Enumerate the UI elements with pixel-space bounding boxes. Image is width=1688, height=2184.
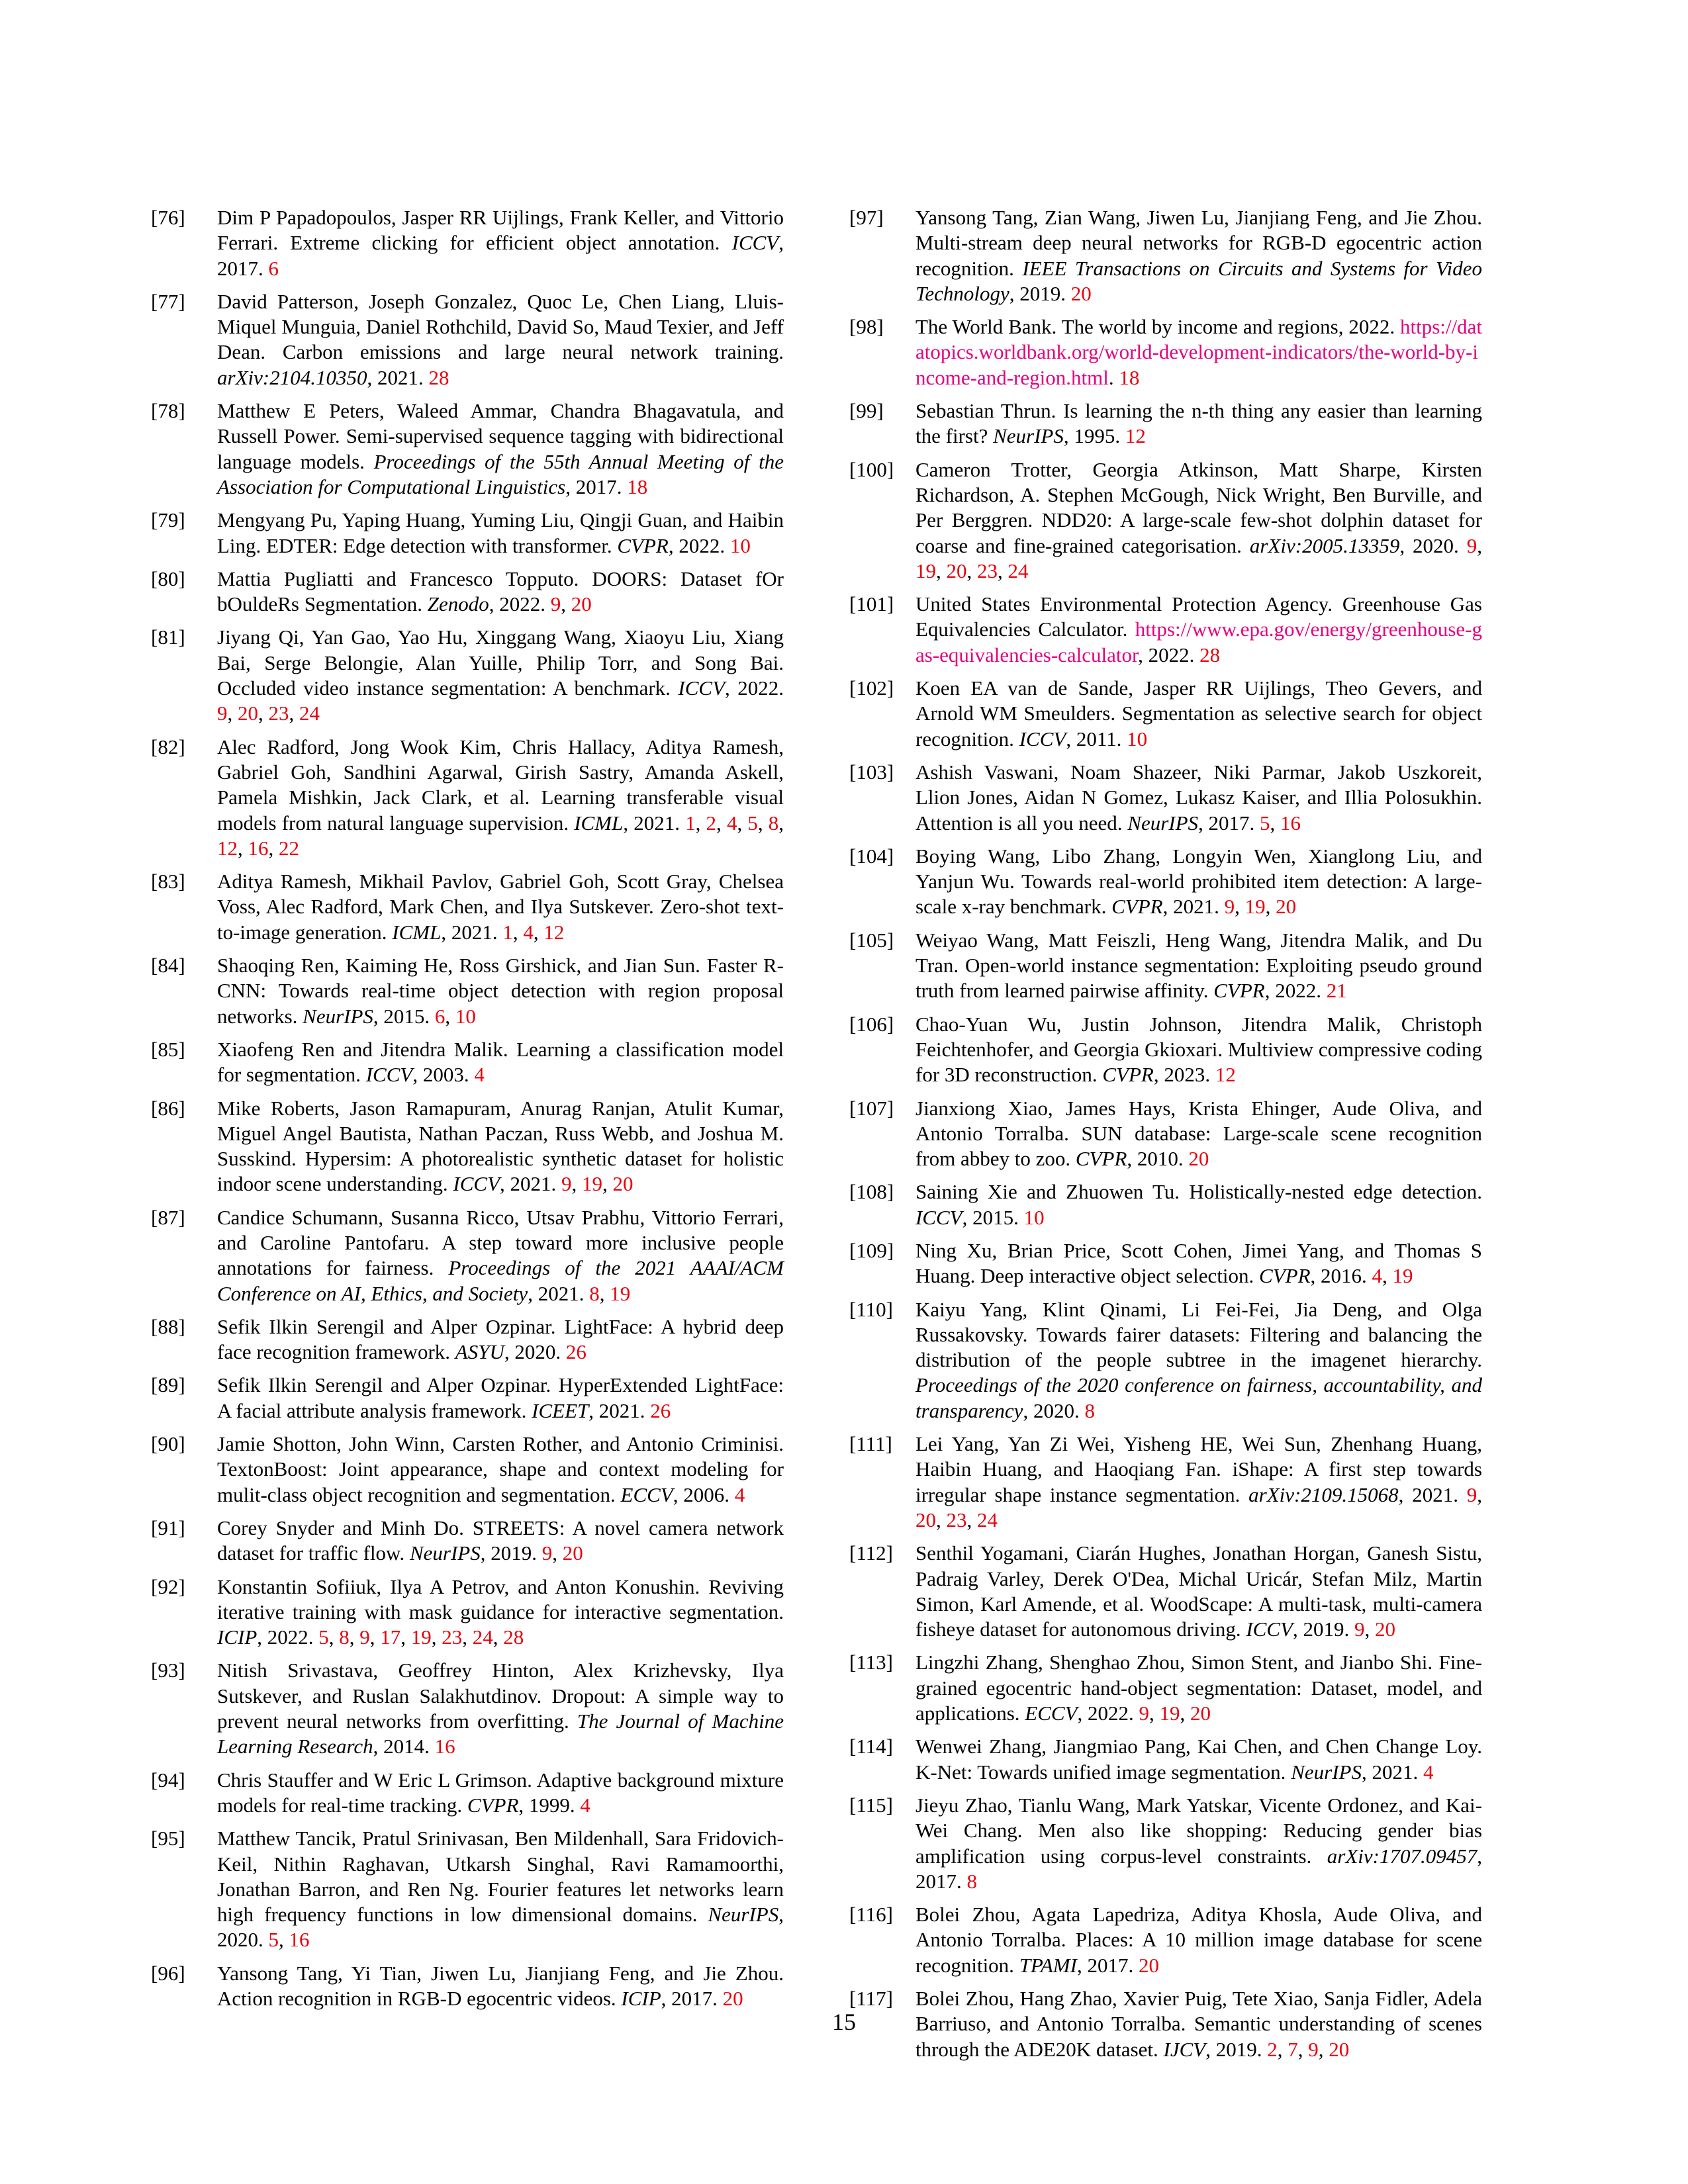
citation-page-link[interactable]: 28 xyxy=(1199,643,1221,666)
reference-year: , 2019. xyxy=(1009,281,1071,305)
reference-number: [103] xyxy=(849,760,894,784)
reference-year: . xyxy=(1108,365,1119,389)
citation-page-link[interactable]: 18 xyxy=(627,475,648,498)
citation-page-link[interactable]: 9 xyxy=(1466,533,1477,557)
reference-venue: NeurIPS xyxy=(708,1903,779,1927)
reference-entry xyxy=(849,398,1482,449)
reference-number: [95] xyxy=(151,1827,185,1850)
reference-venue: NeurIPS xyxy=(303,1004,373,1028)
reference-text: Mattia Pugliatti and Francesco Topputo. DOORS: Dataset fOr bOuldeRs Segmentation. xyxy=(217,567,784,616)
citation-page-link[interactable]: 9 xyxy=(561,1172,572,1196)
citation-page-link[interactable]: 4 xyxy=(474,1063,485,1087)
citation-page-link[interactable]: 8 xyxy=(589,1281,600,1305)
reference-venue: CVPR xyxy=(1075,1147,1127,1171)
citation-page-link[interactable]: 19 xyxy=(1244,895,1266,919)
reference-number: [105] xyxy=(849,928,894,952)
reference-entry xyxy=(849,314,1482,390)
citation-page-link[interactable]: 22 xyxy=(279,836,299,860)
reference-number: [114] xyxy=(849,1735,893,1758)
reference-url-link[interactable]: https://www.epa.gov/energy/greenhouse-gas-equivalencies-calculator xyxy=(915,617,1482,666)
citation-page-link[interactable]: 5 xyxy=(318,1625,329,1649)
citation-page-link[interactable]: 23 xyxy=(268,702,289,725)
reference-text: Kaiyu Yang, Klint Qinami, Li Fei-Fei, Jia Deng, and Olga Russakovsky. Towards fairer datasets: Filtering and balancing the distribution of the people subtree in the imagenet hierarchy. xyxy=(915,1297,1482,1372)
reference-text: Jiyang Qi, Yan Gao, Yao Hu, Xinggang Wang, Xiaoyu Liu, Xiang Bai, Serge Belongie, Alan Yuille, Philip Torr, and Song Bai. Occluded video instance segmentation: A benchmark. xyxy=(217,625,784,700)
citation-page-link[interactable]: 24 xyxy=(977,1508,998,1531)
citation-page-link[interactable]: 19 xyxy=(610,1281,631,1305)
reference-text: Weiyao Wang, Matt Feiszli, Heng Wang, Jitendra Malik, and Du Tran. Open-world instance segmentation: Exploiting pseudo ground truth from learned pairwise affinity. xyxy=(915,928,1482,1003)
reference-text: Jamie Shotton, John Winn, Carsten Rother, and Antonio Criminisi. TextonBoost: Joint appearance, shape and context modeling for mulit-class object recognition and segmentation. xyxy=(217,1432,784,1506)
citation-page-link[interactable]: 9 xyxy=(217,702,228,725)
citation-page-link[interactable]: 12 xyxy=(1215,1063,1236,1087)
citation-page-link[interactable]: 2 xyxy=(1267,2037,1278,2061)
reference-number: [91] xyxy=(151,1516,185,1539)
reference-year: , 2010. xyxy=(1127,1147,1189,1171)
citation-page-link[interactable]: 10 xyxy=(1127,727,1148,751)
references-right-column xyxy=(849,205,1482,2070)
citation-page-link[interactable]: 20 xyxy=(238,702,258,725)
citation-page-link[interactable]: 1 xyxy=(685,811,696,835)
reference-number: [117] xyxy=(849,1987,893,2010)
citation-page-link[interactable]: 28 xyxy=(428,365,449,389)
reference-number: [115] xyxy=(849,1793,893,1817)
reference-entry: [84] Shaoqing Ren, Kaiming He, Ross Girshick, and Jian Sun. Faster R-CNN: Towards real-time object detection with region proposal networks. NeurIPS, 2015. 6, 10 xyxy=(151,954,784,1028)
reference-venue: ASYU xyxy=(455,1340,504,1364)
reference-number: [83] xyxy=(151,870,185,893)
citation-page-link[interactable]: 10 xyxy=(1023,1205,1045,1229)
citation-page-link[interactable]: 6 xyxy=(268,256,279,280)
reference-text: Wenwei Zhang, Jiangmiao Pang, Kai Chen, and Chen Change Loy. K-Net: Towards unified image segmentation. xyxy=(915,1735,1482,1784)
citation-page-link[interactable]: 5 xyxy=(747,811,758,835)
reference-year: , 2019. xyxy=(1205,2037,1268,2061)
reference-venue: TPAMI xyxy=(1019,1953,1077,1977)
reference-year: , 2021. xyxy=(528,1281,590,1305)
reference-venue: NeurIPS xyxy=(409,1541,481,1565)
reference-year: , 2020. xyxy=(217,1903,784,1952)
reference-text: Cameron Trotter, Georgia Atkinson, Matt Sharpe, Kirsten Richardson, A. Stephen McGough, Nick Wright, Ben Burville, and Per Berggren. NDD20: A large-scale few-shot dolphin dataset for coarse and fine-grained categorisation. xyxy=(915,457,1482,557)
reference-venue: CVPR xyxy=(1102,1063,1154,1087)
reference-venue: ECCV xyxy=(620,1482,673,1506)
citation-page-link[interactable]: 2 xyxy=(706,811,717,835)
citation-page-link[interactable]: 19 xyxy=(410,1625,432,1649)
reference-number: [101] xyxy=(849,592,894,616)
citation-page-link[interactable]: 19 xyxy=(1159,1702,1180,1725)
reference-year: , 2017. xyxy=(915,1844,1482,1893)
reference-number: [106] xyxy=(849,1012,894,1036)
citation-page-link[interactable]: 4 xyxy=(1372,1264,1383,1288)
reference-entry: [112] Senthil Yogamani, Ciarán Hughes, Jonathan Horgan, Ganesh Sistu, Padraig Varley, Derek O'Dea, Michal Uricár, Stefan Milz, Martin Simon, Karl Amende, et al. WoodScape: A multi-task, multi-camera fisheye dataset for autonomous driving. ICCV, 2019. 9, 20 xyxy=(849,1541,1482,1641)
reference-year: , 1995. xyxy=(1063,424,1125,448)
citation-page-link[interactable]: 28 xyxy=(503,1625,524,1649)
reference-year: , 2022. xyxy=(1077,1702,1139,1725)
reference-year: , 2017. xyxy=(1198,811,1260,835)
reference-entry: [86] Mike Roberts, Jason Ramapuram, Anurag Ranjan, Atulit Kumar, Miguel Angel Bautista, Nathan Paczan, Russ Webb, and Joshua M. Susskind. Hypersim: A photorealistic synthetic dataset for holistic indoor scene understanding. ICCV, 2021. 9, 19, 20 xyxy=(151,1096,784,1196)
reference-text: Ning Xu, Brian Price, Scott Cohen, Jimei Yang, and Thomas S Huang. Deep interactive object selection. xyxy=(915,1238,1482,1288)
citation-page-link[interactable]: 20 xyxy=(1329,2037,1350,2061)
reference-number: [99] xyxy=(849,399,884,423)
reference-year: , 2022. xyxy=(489,592,551,616)
reference-number: [104] xyxy=(849,844,894,868)
reference-number: [102] xyxy=(849,676,894,700)
reference-venue: NeurIPS xyxy=(1127,811,1199,835)
reference-number: [111] xyxy=(849,1432,892,1456)
reference-venue: ICCV xyxy=(915,1205,962,1229)
reference-venue: The Journal of Machine Learning Research xyxy=(217,1709,784,1758)
reference-number: [98] xyxy=(849,315,884,339)
reference-venue: ICEET xyxy=(532,1398,589,1422)
reference-entry xyxy=(849,1734,1482,1785)
reference-text: Sebastian Thrun. Is learning the n-th thing any easier than learning the first? xyxy=(915,399,1482,448)
citation-page-link[interactable]: 9 xyxy=(1308,2037,1319,2061)
reference-number: [109] xyxy=(849,1238,894,1262)
reference-year: , 2017. xyxy=(661,1987,723,2010)
reference-entry: [81] Jiyang Qi, Yan Gao, Yao Hu, Xinggang Wang, Xiaoyu Liu, Xiang Bai, Serge Belongie, Alan Yuille, Philip Torr, and Song Bai. Occluded video instance segmentation: A benchmark. ICCV, 2022. 9, 20, 23, 24 xyxy=(151,625,784,725)
citation-page-link[interactable]: 23 xyxy=(946,1508,967,1531)
reference-number: [86] xyxy=(151,1096,185,1120)
reference-number: [82] xyxy=(151,735,185,758)
citation-page-link[interactable]: 24 xyxy=(299,702,320,725)
citation-page-link[interactable]: 8 xyxy=(339,1625,350,1649)
citation-page-link[interactable]: 9 xyxy=(550,592,561,616)
reference-year: , 2022. xyxy=(725,676,784,700)
citation-page-link[interactable]: 21 xyxy=(1326,979,1347,1003)
reference-venue: ICCV xyxy=(453,1172,500,1196)
reference-year: , 2017. xyxy=(1076,1953,1139,1977)
reference-text: Chao-Yuan Wu, Justin Johnson, Jitendra Malik, Christoph Feichtenhofer, and Georgia Gkioxari. Multiview compressive coding for 3D reconstruction. xyxy=(915,1012,1482,1087)
reference-entry xyxy=(849,1179,1482,1230)
reference-venue: CVPR xyxy=(467,1793,519,1817)
reference-year: , 2019. xyxy=(1292,1617,1354,1641)
citation-page-link[interactable]: 10 xyxy=(729,533,751,557)
reference-text: Jieyu Zhao, Tianlu Wang, Mark Yatskar, Vicente Ordonez, and Kai-Wei Chang. Men also like shopping: Reducing gender bias amplification using corpus-level constraints. xyxy=(915,1793,1482,1868)
reference-entry: [91] Corey Snyder and Minh Do. STREETS: A novel camera network dataset for traffic flow. NeurIPS, 2019. 9, 20 xyxy=(151,1516,784,1565)
citation-page-link[interactable]: 12 xyxy=(217,836,238,860)
reference-number: [94] xyxy=(151,1768,185,1792)
reference-venue: arXiv:2109.15068 xyxy=(1248,1482,1399,1506)
citation-page-link[interactable]: 20 xyxy=(612,1172,633,1196)
citation-page-link[interactable]: 20 xyxy=(1138,1953,1159,1977)
reference-entry xyxy=(151,1314,784,1365)
reference-text: Aditya Ramesh, Mikhail Pavlov, Gabriel Goh, Scott Gray, Chelsea Voss, Alec Radford, Mark Chen, and Ilya Sutskever. Zero-shot text-to-image generation. xyxy=(217,870,784,944)
reference-number: [77] xyxy=(151,289,185,313)
reference-venue: arXiv:2005.13359 xyxy=(1249,533,1400,557)
reference-year: , 2017. xyxy=(565,475,628,498)
reference-number: [113] xyxy=(849,1651,893,1674)
citation-page-link[interactable]: 5 xyxy=(1260,811,1270,835)
reference-number: [80] xyxy=(151,567,185,590)
reference-text: Corey Snyder and Minh Do. STREETS: A novel camera network dataset for traffic flow. xyxy=(217,1516,784,1565)
reference-number: [93] xyxy=(151,1659,185,1682)
citation-page-link[interactable]: 20 xyxy=(1188,1147,1209,1171)
reference-number: [97] xyxy=(849,206,884,229)
reference-entry: [111] Lei Yang, Yan Zi Wei, Yisheng HE, Wei Sun, Zhenhang Huang, Haibin Huang, and Haoqiang Fan. iShape: A first step towards irregular shape instance segmentation. arXiv:2109.15068, 2021. 9, 20, 23, 24 xyxy=(849,1432,1482,1531)
citation-page-link[interactable]: 18 xyxy=(1119,365,1140,389)
reference-text: United States Environmental Protection Agency. Greenhouse Gas Equivalencies Calculator. xyxy=(915,592,1482,641)
reference-year: , 2016. xyxy=(1310,1264,1372,1288)
reference-text: Xiaofeng Ren and Jitendra Malik. Learning a classification model for segmentation. xyxy=(217,1037,784,1087)
reference-year: , 2006. xyxy=(673,1482,735,1506)
reference-year: , 2014. xyxy=(373,1735,435,1758)
reference-entry xyxy=(849,1096,1482,1172)
reference-venue: IEEE Transactions on Circuits and Systems for Video Technology xyxy=(915,256,1482,305)
reference-entry xyxy=(151,1037,784,1088)
citation-page-link[interactable]: 9 xyxy=(1354,1617,1365,1641)
reference-entry xyxy=(849,205,1482,306)
reference-text: Candice Schumann, Susanna Ricco, Utsav Prabhu, Vittorio Ferrari, and Caroline Pantofaru. A step toward more inclusive people annotations for fairness. xyxy=(217,1205,784,1280)
reference-text: Sefik Ilkin Serengil and Alper Ozpinar. HyperExtended LightFace: A facial attribute analysis framework. xyxy=(217,1373,784,1422)
citation-page-link[interactable]: 9 xyxy=(1224,895,1235,919)
reference-url-link[interactable]: https://datatopics.worldbank.org/world-development-indicators/the-world-by-income-and-region.html xyxy=(915,315,1482,389)
citation-page-link[interactable]: 4 xyxy=(523,920,534,944)
reference-number: [107] xyxy=(849,1096,894,1120)
reference-entry xyxy=(151,1432,784,1508)
reference-entry xyxy=(151,508,784,559)
reference-text: Yansong Tang, Yi Tian, Jiwen Lu, Jianjiang Feng, and Jie Zhou. Action recognition in RGB-D egocentric videos. xyxy=(217,1961,784,2010)
reference-year: , 2017. xyxy=(217,231,784,280)
citation-page-link[interactable]: 8 xyxy=(966,1869,977,1893)
reference-entry xyxy=(151,1373,784,1424)
reference-entry xyxy=(849,592,1482,668)
reference-venue: CVPR xyxy=(1259,1264,1311,1288)
citation-page-link[interactable]: 12 xyxy=(1125,424,1146,448)
reference-text: Senthil Yogamani, Ciarán Hughes, Jonathan Horgan, Ganesh Sistu, Padraig Varley, Derek O'Dea, Michal Uricár, Stefan Milz, Martin Simon, Karl Amende, et al. WoodScape: A multi-task, multi-camera fisheye dataset for autonomous driving. xyxy=(915,1541,1482,1641)
citation-page-link[interactable]: 23 xyxy=(977,559,998,582)
citation-page-link[interactable]: 8 xyxy=(768,811,779,835)
citation-page-link[interactable]: 10 xyxy=(455,1004,476,1028)
reference-year: , 2021. xyxy=(1398,1482,1467,1506)
reference-year: , 2019. xyxy=(480,1541,542,1565)
citation-page-link[interactable]: 4 xyxy=(1423,1760,1434,1784)
reference-year: , 2011. xyxy=(1066,727,1127,751)
reference-entry xyxy=(849,928,1482,1004)
reference-venue: ICCV xyxy=(678,676,726,700)
reference-year: , 2021. xyxy=(1162,895,1225,919)
reference-number: [78] xyxy=(151,399,185,423)
reference-venue: NeurIPS xyxy=(1291,1760,1362,1784)
citation-page-link[interactable]: 20 xyxy=(1374,1617,1395,1641)
reference-number: [108] xyxy=(849,1180,894,1204)
reference-number: [84] xyxy=(151,954,185,978)
reference-venue: ICCV xyxy=(1019,727,1066,751)
reference-text: Nitish Srivastava, Geoffrey Hinton, Alex Krizhevsky, Ilya Sutskever, and Ruslan Salakhutdinov. Dropout: A simple way to prevent neural networks from overfitting. xyxy=(217,1659,784,1733)
reference-year: , 2015. xyxy=(373,1004,435,1028)
reference-entry xyxy=(151,1961,784,2012)
reference-number: [96] xyxy=(151,1961,185,1985)
reference-year: , 2015. xyxy=(962,1205,1024,1229)
citation-page-link[interactable]: 1 xyxy=(502,920,513,944)
reference-text: Alec Radford, Jong Wook Kim, Chris Hallacy, Aditya Ramesh, Gabriel Goh, Sandhini Agarwal, Girish Sastry, Amanda Askell, Pamela Mishkin, Jack Clark, et al. Learning transferable visual models from natural language supervision. xyxy=(217,735,784,835)
citation-page-link[interactable]: 16 xyxy=(434,1735,455,1758)
reference-year: , 2003. xyxy=(412,1063,475,1087)
reference-entry: [87] Candice Schumann, Susanna Ricco, Utsav Prabhu, Vittorio Ferrari, and Caroline Pantofaru. A step toward more inclusive people annotations for fairness. Proceedings of the 2021 AAAI/ACM Conference on AI, Ethics, and Society, 2021. 8, 19 xyxy=(151,1205,784,1305)
reference-entry: [92] Konstantin Sofiiuk, Ilya A Petrov, and Anton Konushin. Reviving iterative training with mask guidance for interactive segmentation. ICIP, 2022. 5, 8, 9, 17, 19, 23, 24, 28 xyxy=(151,1574,784,1649)
reference-year: , 1999. xyxy=(518,1793,581,1817)
reference-year: , 2020. xyxy=(504,1340,566,1364)
reference-entry: [82] Alec Radford, Jong Wook Kim, Chris Hallacy, Aditya Ramesh, Gabriel Goh, Sandhini Agarwal, Girish Sastry, Amanda Askell, Pamela Mishkin, Jack Clark, et al. Learning transferable visual models from natural language supervision. ICML, 2021. 1, 2, 4, 5, 8, 12, 16, 22 xyxy=(151,735,784,860)
reference-text: Mengyang Pu, Yaping Huang, Yuming Liu, Qingji Guan, and Haibin Ling. EDTER: Edge detection with transformer. xyxy=(217,508,784,557)
citation-page-link[interactable]: 4 xyxy=(580,1793,590,1817)
citation-page-link[interactable]: 19 xyxy=(582,1172,603,1196)
reference-number: [89] xyxy=(151,1373,185,1397)
citation-page-link[interactable]: 24 xyxy=(472,1625,493,1649)
reference-text: Mike Roberts, Jason Ramapuram, Anurag Ranjan, Atulit Kumar, Miguel Angel Bautista, Nathan Paczan, Russ Webb, and Joshua M. Susskind. Hypersim: A photorealistic synthetic dataset for holistic indoor scene understanding. xyxy=(217,1096,784,1196)
reference-year: , 2022. xyxy=(257,1625,319,1649)
reference-entry: [95] Matthew Tancik, Pratul Srinivasan, Ben Mildenhall, Sara Fridovich-Keil, Nithin Raghavan, Utkarsh Singhal, Ravi Ramamoorthi, Jonathan Barron, and Ren Ng. Fourier features let networks learn high frequency functions in low dimensional domains. NeurIPS, 2020. 5, 16 xyxy=(151,1827,784,1952)
reference-text: David Patterson, Joseph Gonzalez, Quoc Le, Chen Liang, Lluis-Miquel Munguia, Daniel Rothchild, David So, Maud Texier, and Jeff Dean. Carbon emissions and large neural network training. xyxy=(217,289,784,364)
citation-page-link[interactable]: 20 xyxy=(571,592,592,616)
reference-entry xyxy=(849,1012,1482,1088)
citation-page-link[interactable]: 16 xyxy=(289,1928,310,1952)
reference-text: The World Bank. The world by income and regions, 2022. xyxy=(915,315,1400,339)
reference-number: [85] xyxy=(151,1037,185,1061)
reference-entry: [103] Ashish Vaswani, Noam Shazeer, Niki Parmar, Jakob Uszkoreit, Llion Jones, Aidan N Gomez, Lukasz Kaiser, and Illia Polosukhin. Attention is all you need. NeurIPS, 2017. 5, 16 xyxy=(849,760,1482,835)
citation-page-link[interactable]: 20 xyxy=(722,1987,743,2010)
reference-text: Chris Stauffer and W Eric L Grimson. Adaptive background mixture models for real-time tracking. xyxy=(217,1768,784,1817)
reference-venue: CVPR xyxy=(1213,979,1265,1003)
reference-number: [88] xyxy=(151,1314,185,1338)
citation-page-link[interactable]: 16 xyxy=(1280,811,1301,835)
reference-number: [90] xyxy=(151,1432,185,1456)
page-number: 15 xyxy=(832,2009,856,2035)
citation-page-link[interactable]: 19 xyxy=(1392,1264,1413,1288)
reference-venue: ICCV xyxy=(1246,1617,1293,1641)
reference-venue: Proceedings of the 2020 conference on fairness, accountability, and transparency xyxy=(915,1373,1482,1422)
citation-page-link[interactable]: 20 xyxy=(946,559,967,582)
citation-page-link[interactable]: 12 xyxy=(543,920,565,944)
reference-text: Boying Wang, Libo Zhang, Longyin Wen, Xianglong Liu, and Yanjun Wu. Towards real-world prohibited item detection: A large-scale x-ray benchmark. xyxy=(915,844,1482,919)
reference-number: [100] xyxy=(849,457,894,481)
citation-page-link[interactable]: 20 xyxy=(1190,1702,1211,1725)
reference-text: Yansong Tang, Zian Wang, Jiwen Lu, Jianjiang Feng, and Jie Zhou. Multi-stream deep neural networks for RGB-D egocentric action recognition. xyxy=(915,206,1482,280)
citation-page-link[interactable]: 19 xyxy=(915,559,936,582)
reference-venue: Proceedings of the 2021 AAAI/ACM Conference on AI, Ethics, and Society xyxy=(217,1256,784,1305)
citation-page-link[interactable]: 17 xyxy=(380,1625,401,1649)
reference-year: , 2021. xyxy=(441,920,503,944)
reference-entry xyxy=(151,398,784,500)
reference-venue: ICML xyxy=(574,811,624,835)
citation-page-link[interactable]: 8 xyxy=(1084,1398,1095,1422)
reference-venue: CVPR xyxy=(617,533,669,557)
reference-text: Lei Yang, Yan Zi Wei, Yisheng HE, Wei Sun, Zhenhang Huang, Haibin Huang, and Haoqiang Fan. iShape: A first step towards irregular shape instance segmentation. xyxy=(915,1432,1482,1506)
reference-entry: [113] Lingzhi Zhang, Shenghao Zhou, Simon Stent, and Jianbo Shi. Fine-grained egocentric hand-object segmentation: Dataset, model, and applications. ECCV, 2022. 9, 19, 20 xyxy=(849,1651,1482,1725)
citation-page-link[interactable]: 4 xyxy=(734,1482,745,1506)
reference-text: Matthew E Peters, Waleed Ammar, Chandra Bhagavatula, and Russell Power. Semi-supervised sequence tagging with bidirectional language models. xyxy=(217,399,784,473)
reference-text: Bolei Zhou, Hang Zhao, Xavier Puig, Tete Xiao, Sanja Fidler, Adela Barriuso, and Antonio Torralba. Semantic understanding of scenes through the ADE20K dataset. xyxy=(915,1987,1482,2061)
reference-entry xyxy=(849,1297,1482,1424)
reference-year: , 2021. xyxy=(1361,1760,1423,1784)
reference-year: , 2021. xyxy=(367,365,429,389)
reference-year: , 2020. xyxy=(1399,533,1467,557)
citation-page-link[interactable]: 20 xyxy=(915,1508,936,1531)
reference-entry: [83] Aditya Ramesh, Mikhail Pavlov, Gabriel Goh, Scott Gray, Chelsea Voss, Alec Radford, Mark Chen, and Ilya Sutskever. Zero-shot text-to-image generation. ICML, 2021. 1, 4, 12 xyxy=(151,870,784,944)
reference-year: , 2022. xyxy=(668,533,730,557)
reference-venue: ICML xyxy=(392,920,442,944)
reference-text: Sefik Ilkin Serengil and Alper Ozpinar. LightFace: A hybrid deep face recognition framework. xyxy=(217,1314,784,1364)
reference-year: , 2021. xyxy=(623,811,686,835)
citation-page-link[interactable]: 9 xyxy=(541,1541,553,1565)
reference-year: , 2022. xyxy=(1264,979,1327,1003)
reference-text: Dim P Papadopoulos, Jasper RR Uijlings, Frank Keller, and Vittorio Ferrari. Extreme clicking for efficient object annotation. xyxy=(217,206,784,255)
citation-page-link[interactable]: 20 xyxy=(1070,281,1092,305)
citation-page-link[interactable]: 16 xyxy=(248,836,269,860)
reference-text: Koen EA van de Sande, Jasper RR Uijlings, Theo Gevers, and Arnold WM Smeulders. Segmentation as selective search for object recognition. xyxy=(915,676,1482,751)
reference-number: [87] xyxy=(151,1205,185,1229)
reference-year: , 2023. xyxy=(1153,1063,1215,1087)
reference-entry: [80] Mattia Pugliatti and Francesco Topputo. DOORS: Dataset fOr bOuldeRs Segmentation. Zenodo, 2022. 9, 20 xyxy=(151,567,784,616)
reference-venue: CVPR xyxy=(1111,895,1163,919)
reference-number: [116] xyxy=(849,1903,893,1927)
reference-entry xyxy=(151,205,784,281)
reference-venue: ICIP xyxy=(217,1625,258,1649)
reference-number: [76] xyxy=(151,206,185,229)
reference-entry: [109] Ning Xu, Brian Price, Scott Cohen, Jimei Yang, and Thomas S Huang. Deep interactive object selection. CVPR, 2016. 4, 19 xyxy=(849,1238,1482,1288)
reference-entry: [104] Boying Wang, Libo Zhang, Longyin Wen, Xianglong Liu, and Yanjun Wu. Towards real-world prohibited item detection: A large-scale x-ray benchmark. CVPR, 2021. 9, 19, 20 xyxy=(849,844,1482,919)
reference-text: Bolei Zhou, Agata Lapedriza, Aditya Khosla, Aude Oliva, and Antonio Torralba. Places: A 10 million image database for scene recognition. xyxy=(915,1903,1482,1977)
reference-number: [92] xyxy=(151,1574,185,1598)
reference-number: [79] xyxy=(151,508,185,532)
reference-text: Konstantin Sofiiuk, Ilya A Petrov, and Anton Konushin. Reviving iterative training with mask guidance for interactive segmentation. xyxy=(217,1574,784,1623)
reference-venue: Zenodo xyxy=(427,592,489,616)
reference-text: Lingzhi Zhang, Shenghao Zhou, Simon Stent, and Jianbo Shi. Fine-grained egocentric hand-object segmentation: Dataset, model, and applications. xyxy=(915,1651,1482,1725)
reference-year: , 2021. xyxy=(500,1172,562,1196)
reference-entry: [100] Cameron Trotter, Georgia Atkinson, Matt Sharpe, Kirsten Richardson, A. Stephen McGough, Nick Wright, Ben Burville, and Per Berggren. NDD20: A large-scale few-shot dolphin dataset for coarse and fine-grained categorisation. arXiv:2005.13359, 2020. 9, 19, 20, 23, 24 xyxy=(849,457,1482,582)
citation-page-link[interactable]: 23 xyxy=(442,1625,463,1649)
citation-page-link[interactable]: 4 xyxy=(726,811,737,835)
citation-page-link[interactable]: 24 xyxy=(1008,559,1029,582)
reference-text: Matthew Tancik, Pratul Srinivasan, Ben Mildenhall, Sara Fridovich-Keil, Nithin Raghavan, Utkarsh Singhal, Ravi Ramamoorthi, Jonathan Barron, and Ren Ng. Fourier features let networks learn high frequency functions in low dimensional domains. xyxy=(217,1827,784,1927)
reference-venue: ICCV xyxy=(365,1063,413,1087)
reference-number: [81] xyxy=(151,625,185,649)
reference-entry xyxy=(849,1902,1482,1978)
citation-page-link[interactable]: 5 xyxy=(268,1928,279,1952)
reference-year: , 2020. xyxy=(1023,1398,1085,1422)
reference-entry xyxy=(151,1768,784,1819)
reference-text: Ashish Vaswani, Noam Shazeer, Niki Parmar, Jakob Uszkoreit, Llion Jones, Aidan N Gomez, Lukasz Kaiser, and Illia Polosukhin. Attention is all you need. xyxy=(915,760,1482,835)
citation-page-link[interactable]: 9 xyxy=(359,1625,370,1649)
citation-page-link[interactable]: 20 xyxy=(562,1541,583,1565)
reference-text: Jianxiong Xiao, James Hays, Krista Ehinger, Aude Oliva, and Antonio Torralba. SUN database: Large-scale scene recognition from abbey to zoo. xyxy=(915,1096,1482,1171)
reference-number: [110] xyxy=(849,1297,893,1321)
citation-page-link[interactable]: 7 xyxy=(1288,2037,1298,2061)
reference-year: , 2021. xyxy=(588,1398,651,1422)
citation-page-link[interactable]: 6 xyxy=(434,1004,445,1028)
references-left-column xyxy=(151,205,784,2019)
reference-number: [112] xyxy=(849,1541,893,1565)
reference-venue: arXiv:2104.10350 xyxy=(217,365,367,389)
reference-venue: Proceedings of the 55th Annual Meeting of the Association for Computational Linguistics xyxy=(217,449,784,498)
reference-year: , 2022. xyxy=(1138,643,1200,666)
reference-entry xyxy=(151,289,784,390)
citation-page-link[interactable]: 9 xyxy=(1466,1482,1477,1506)
reference-venue: ECCV xyxy=(1025,1702,1078,1725)
citation-page-link[interactable]: 26 xyxy=(650,1398,671,1422)
reference-venue: ICIP xyxy=(621,1987,661,2010)
reference-text: Shaoqing Ren, Kaiming He, Ross Girshick, and Jian Sun. Faster R-CNN: Towards real-time object detection with region proposal networks. xyxy=(217,954,784,1028)
citation-page-link[interactable]: 26 xyxy=(565,1340,586,1364)
reference-entry xyxy=(849,676,1482,752)
citation-page-link[interactable]: 9 xyxy=(1139,1702,1150,1725)
reference-venue: IJCV xyxy=(1163,2037,1206,2061)
reference-text: Saining Xie and Zhuowen Tu. Holistically-nested edge detection. xyxy=(915,1180,1482,1204)
reference-entry: [117] Bolei Zhou, Hang Zhao, Xavier Puig, Tete Xiao, Sanja Fidler, Adela Barriuso, and Antonio Torralba. Semantic understanding of scenes through the ADE20K dataset. IJCV, 2019. 2, 7, 9, 20 xyxy=(849,1987,1482,2061)
reference-venue: ICCV xyxy=(731,231,779,255)
reference-venue: NeurIPS xyxy=(993,424,1064,448)
reference-venue: arXiv:1707.09457 xyxy=(1327,1844,1477,1868)
citation-page-link[interactable]: 20 xyxy=(1276,895,1297,919)
reference-entry xyxy=(151,1658,784,1759)
reference-entry xyxy=(849,1793,1482,1894)
